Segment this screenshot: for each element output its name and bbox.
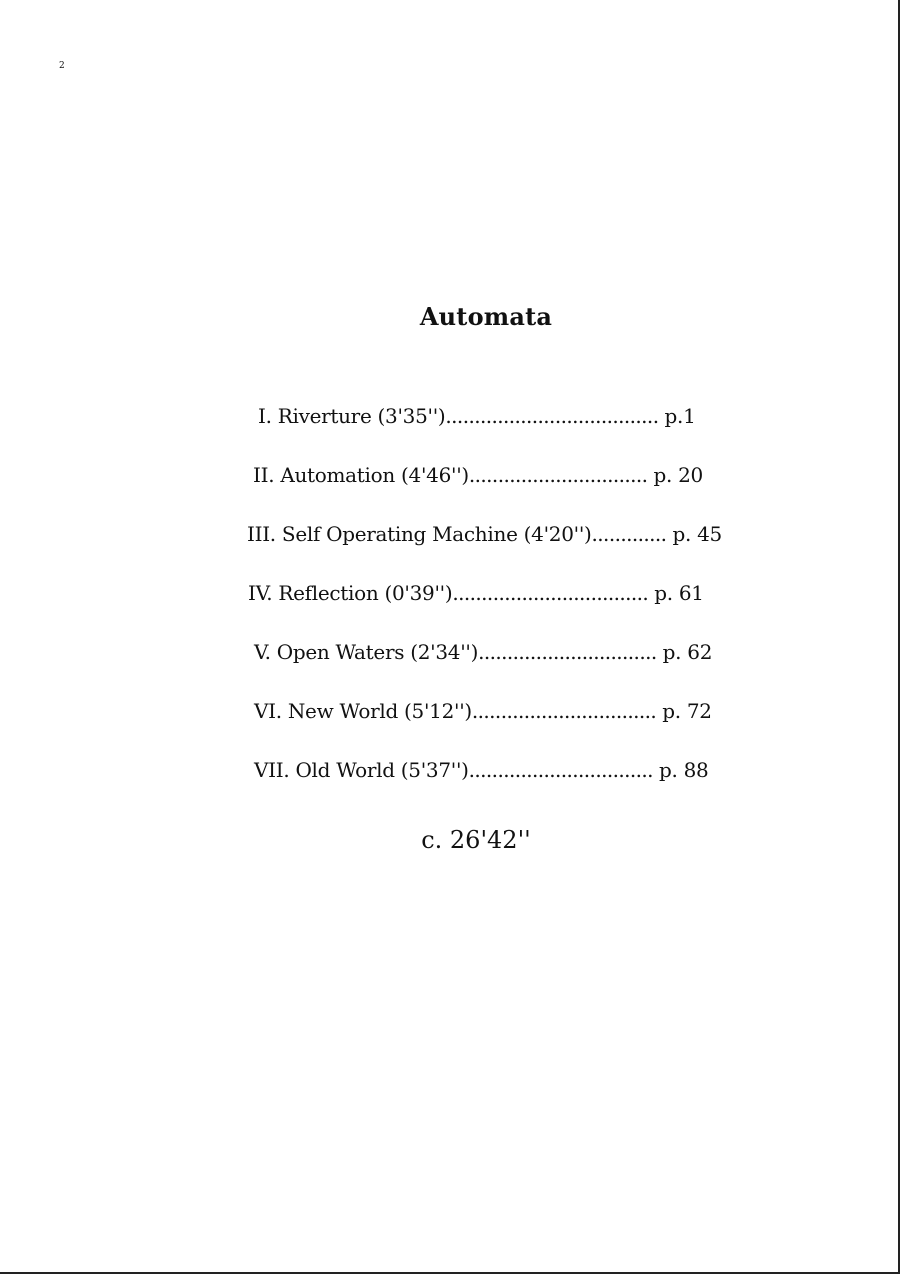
toc-dot-leader: ................................ — [468, 758, 653, 782]
toc-entry-riverture — [258, 403, 696, 429]
toc-entry-label: VI. New World (5'12'') — [254, 699, 472, 723]
page-number: 2 — [59, 61, 65, 71]
toc-entry-label: III. Self Operating Machine (4'20'') — [247, 522, 592, 546]
toc-entry-reflection — [248, 580, 704, 606]
toc-entry-open-waters — [254, 639, 712, 665]
toc-dot-leader: ............................... — [468, 463, 648, 487]
toc-entry-label: V. Open Waters (2'34'') — [254, 640, 479, 664]
toc-entry-label: II. Automation (4'46'') — [253, 463, 469, 487]
toc-dot-leader: ................................ — [471, 699, 657, 723]
toc-dot-leader: ..................................... — [445, 404, 659, 428]
toc-entry-page: p. 62 — [656, 640, 713, 664]
page-title: Automata — [419, 302, 553, 331]
toc-entry-page: p. 88 — [652, 758, 709, 782]
toc-entry-page: p. 61 — [648, 581, 704, 605]
toc-entry-page: p. 45 — [666, 522, 722, 546]
toc-entry-automation — [253, 462, 703, 488]
toc-entry-page: p. 20 — [647, 463, 703, 487]
toc-dot-leader: ............. — [591, 522, 667, 546]
toc-entry-new-world — [254, 698, 712, 724]
toc-entry-old-world — [254, 757, 708, 783]
toc-entry-label: I. Riverture (3'35'') — [258, 404, 446, 428]
total-duration: c. 26'42'' — [421, 826, 531, 854]
toc-entry-label: IV. Reflection (0'39'') — [248, 581, 453, 605]
toc-entry-page: p. 72 — [656, 699, 712, 723]
toc-entry-self-operating-machine — [247, 521, 722, 547]
toc-entry-label: VII. Old World (5'37'') — [254, 758, 469, 782]
toc-dot-leader: .................................. — [452, 581, 649, 605]
toc-entry-page: p.1 — [658, 404, 696, 428]
toc-dot-leader: ............................... — [478, 640, 657, 664]
